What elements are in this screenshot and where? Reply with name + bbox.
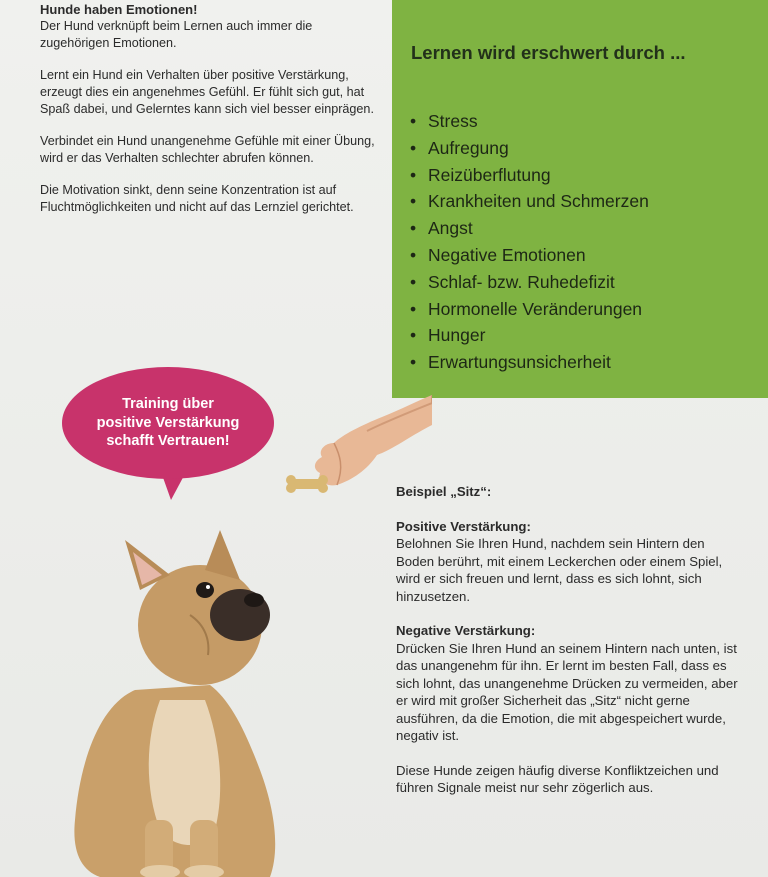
- list-item: • Hormonelle Veränderungen: [410, 296, 649, 323]
- bullet-icon: •: [410, 271, 417, 292]
- bullet-icon: •: [410, 352, 417, 373]
- list-item: • Hunger: [410, 322, 649, 349]
- learning-obstacles-box: [392, 0, 768, 398]
- bullet-icon: •: [410, 164, 417, 185]
- list-item: • Negative Emotionen: [410, 242, 649, 269]
- right-text-column: [396, 483, 746, 797]
- bubble-text: Training über positive Verstärkung schafft Vertrauen!: [96, 396, 240, 450]
- speech-bubble: [62, 367, 274, 479]
- positive-title: Positive Verstärkung:: [396, 518, 531, 534]
- example-title: Beispiel „Sitz“:: [396, 484, 492, 499]
- paragraph-2: Lernt ein Hund ein Verhalten über positive Verstärkung, erzeugt dies ein angenehmes Gefühl. Er fühlt sich gut, hat Spaß dabei, und Gelerntes kann sich viel besser einprägen.: [40, 68, 374, 116]
- list-item: • Reizüberflutung: [410, 162, 649, 189]
- left-text-column: [40, 2, 385, 231]
- treat-icon: [286, 475, 328, 493]
- negative-title: Negative Verstärkung:: [396, 623, 536, 638]
- list-item: • Krankheiten und Schmerzen: [410, 188, 649, 215]
- bullet-icon: •: [410, 325, 417, 346]
- paragraph-4: Die Motivation sinkt, denn seine Konzentration ist auf Fluchtmöglichkeiten und nicht auf das Lernziel gerichtet.: [40, 183, 354, 214]
- paragraph-3: Verbindet ein Hund unangenehme Gefühle mit einer Übung, wird er das Verhalten schlechter abrufen können.: [40, 134, 375, 165]
- french-bulldog-image: [40, 530, 305, 877]
- negative-text: Drücken Sie Ihren Hund an seinem Hintern nach unten, ist das unangenehm für ihn. Er lernt im besten Fall, dass es sich lohnt, das unangenehme Drücken zu vermeiden, aber er wird mit großer Sicherheit das „Sitz“ nicht gerne ausführen, da die Emotion, die mit abgespeichert wurde, negativ ist.: [396, 640, 738, 743]
- bullet-icon: •: [410, 111, 417, 131]
- bullet-icon: •: [410, 191, 417, 212]
- paragraph-1: Der Hund verknüpft beim Lernen auch immer die zugehörigen Emotionen.: [40, 19, 313, 50]
- obstacles-list: [410, 108, 649, 376]
- list-item: • Angst: [410, 215, 649, 242]
- positive-text: Belohnen Sie Ihren Hund, nachdem sein Hintern den Boden berührt, mit einem Leckerchen oder einem Spiel, wird er sich freuen und lernt, dass es sich lohnt, sich hinzusetzen.: [396, 536, 723, 604]
- bullet-icon: •: [410, 298, 417, 319]
- list-item: • Schlaf- bzw. Ruhedefizit: [410, 269, 649, 296]
- list-item: • Aufregung: [410, 135, 649, 162]
- list-item: • Erwartungsunsicherheit: [410, 349, 649, 376]
- bullet-icon: •: [410, 137, 417, 158]
- list-item: • Stress: [410, 108, 649, 135]
- bullet-icon: •: [410, 218, 417, 239]
- bullet-icon: •: [410, 244, 417, 265]
- obstacles-heading: Lernen wird erschwert durch ...: [411, 42, 686, 63]
- section-title: Hunde haben Emotionen!: [40, 2, 198, 17]
- closing-text: Diese Hunde zeigen häufig diverse Konfliktzeichen und führen Signale meist nur sehr zögerlich aus.: [396, 762, 719, 795]
